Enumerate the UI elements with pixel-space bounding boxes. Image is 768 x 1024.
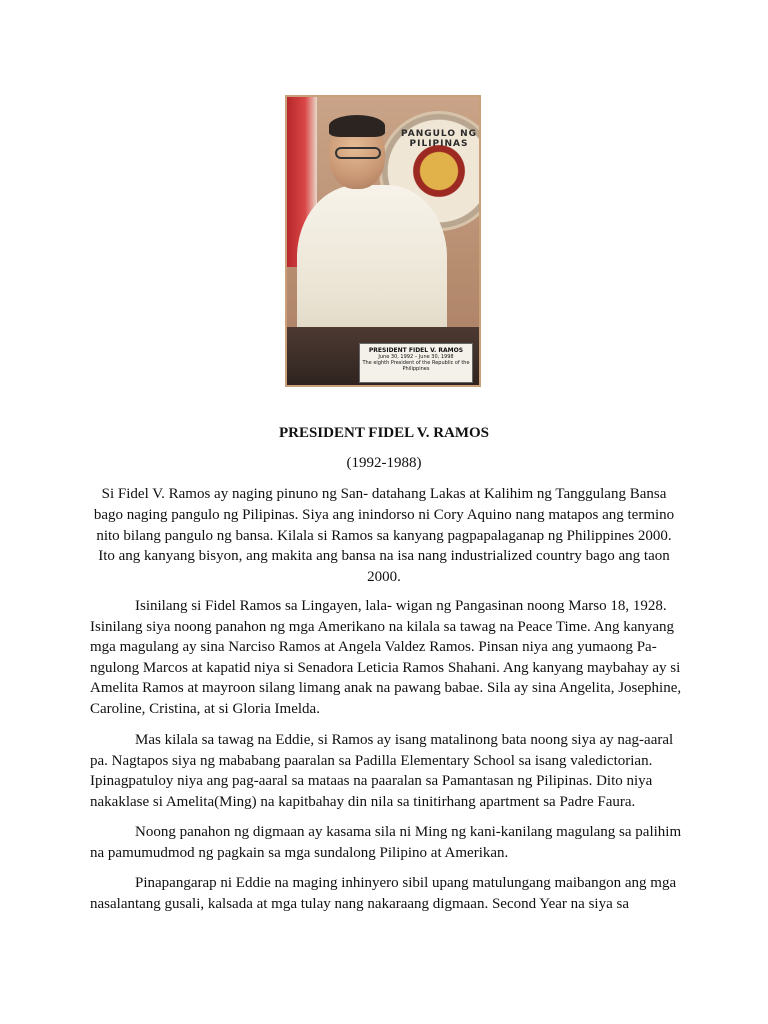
caption-note: The eighth President of the Republic of the Philippines bbox=[362, 360, 470, 372]
portrait-hair bbox=[329, 115, 385, 137]
term-years: (1992-1988) bbox=[346, 455, 422, 471]
paragraph-birth: Isinilang si Fidel Ramos sa Lingayen, lala- wigan ng Pangasinan noong Marso 18, 1928. Isinilang siya noong panahon ng mga Amerikano na kilala sa tawag na Peace Time. Ang kanyang mga magulang ay sina Narciso Ramos at Angela Valdez Ramos. Pinsan niya ang yumaong Pa- ngulong Marcos at kapatid niya si Senadora Leticia Ramos Shahani. Ang kanyang maybahay ay si Amelita Ramos at mayroon silang limang anak na pawang babae. Sila ay sina Angelita, Josephine, Caroline, Cristina, at si Gloria Imelda. bbox=[90, 598, 682, 717]
photo-caption bbox=[359, 343, 473, 383]
paragraph-education: Mas kilala sa tawag na Eddie, si Ramos ay isang matalinong bata noong siya ay nag-aaral pa. Nagtapos siya ng mababang paaralan sa Padilla Elementary School sa isang valedictorian. Ipinagpatuloy niya ang pag-aaral sa mataas na paaralan sa Pamantasan ng Pilipinas. Dito niya nakaklase si Amelita(Ming) na kapitbahay din nila sa tinitirhang apartment sa Padre Faura. bbox=[90, 732, 674, 810]
document-title: PRESIDENT FIDEL V. RAMOS bbox=[278, 425, 490, 441]
caption-term: June 30, 1992 – June 30, 1998 bbox=[378, 354, 454, 360]
paragraph-war: Noong panahon ng digmaan ay kasama sila ni Ming ng kani-kanilang magulang sa palihim na pamumudmod ng pagkain sa mga sundalong Pilipino at Amerikan. bbox=[90, 824, 682, 861]
portrait-photo bbox=[285, 95, 481, 387]
paragraph-engineer: Pinapangarap ni Eddie na maging inhinyero sibil upang matulungang maibangon ang mga nasalantang gusali, kalsada at mga tulay nang nakaraang digmaan. Second Year na siya sa bbox=[90, 875, 677, 912]
caption-name: PRESIDENT FIDEL V. RAMOS bbox=[368, 347, 464, 354]
seal-text: PANGULO NG PILIPINAS bbox=[400, 129, 478, 149]
eyeglasses bbox=[335, 147, 381, 159]
paragraph-intro: Si Fidel V. Ramos ay naging pinuno ng San- datahang Lakas at Kalihim ng Tanggulang Bansa bago naging pangulo ng Pilipinas. Siya ang inindorso ni Cory Aquino nang matapos ang termino nito bilang pangulo ng bansa. Kilala si Ramos sa kanyang pagpapalaganap ng Philippines 2000. Ito ang kanyang bisyon, ang makita ang bansa na isa nang industrialized country bago ang taon 2000. bbox=[93, 486, 675, 586]
